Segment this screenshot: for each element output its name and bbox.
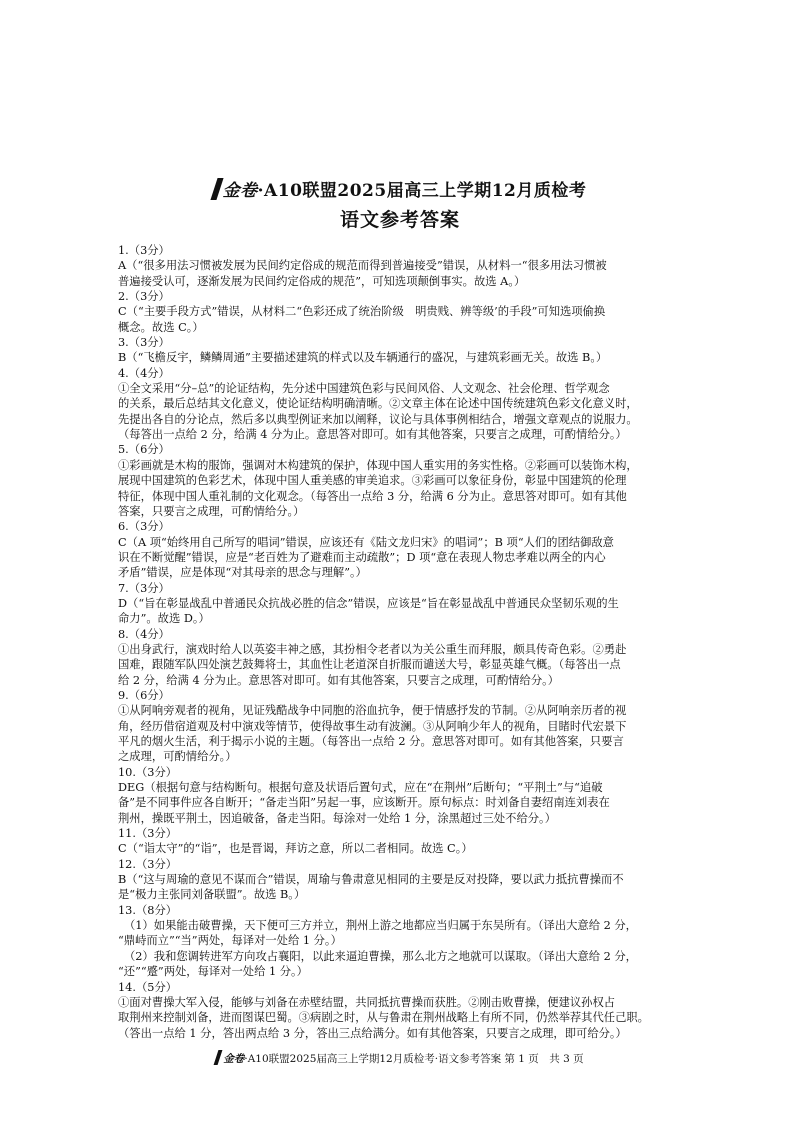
answer-text-line: “还”“蹙”两处，每译对一处给 1 分。） <box>118 965 308 979</box>
answer-text-line: ①从阿响旁观者的视角，见证残酷战争中同胞的浴血抗争，便于情感抒发的节制。②从阿响亲历者的视 <box>118 704 627 718</box>
answer-text-line: 角，经历借宿道观及村中演戏等情节，使得故事生动有波澜。③从阿响少年人的视角，目睹时代宏景下 <box>118 719 627 733</box>
answer-text-line: C（“诣太守”的“诣”，也是晋谒，拜访之意，所以二者相同。故选 C。） <box>118 842 473 856</box>
answer-item <box>118 903 684 980</box>
answer-text-line: 识在不断觉醒”错误，应是“老百姓为了避难而主动疏散”；D 项“意在表现人物忠孝难以两全的内心 <box>118 550 606 564</box>
question-number: 9.（6分） <box>118 688 170 702</box>
answer-text-line: ①面对曹操大军入侵，能够与刘备在赤壁结盟，共同抵抗曹操而获胜。②刚击败曹操，便建议孙权占 <box>118 995 616 1009</box>
answer-item <box>118 335 684 366</box>
question-number: 5.（6分） <box>118 443 170 457</box>
answer-item <box>118 366 684 443</box>
answer-text-line: （每答出一点给 2 分，给满 4 分为止。意思答对即可。如有其他答案，只要言之成理，可酌情给分。） <box>118 428 627 442</box>
title-separator: · <box>257 181 265 201</box>
answer-item <box>118 581 684 627</box>
answer-text-line: 平凡的烟火生活，利于揭示小说的主题。（每答出一点给 2 分。意思答对即可。如有其他答案，只要言 <box>118 735 624 748</box>
answer-text-line: 荆州，操既平荆土，因追破备，备走当阳。每涂对一处给 1 分，涂黑超过三处不给分。） <box>118 811 557 825</box>
answer-text-line: ①彩画就是木构的服饰，强调对木构建筑的保护，体现中国人重实用的务实性格。②彩画可以装饰木构， <box>118 458 638 472</box>
exam-title <box>0 176 800 201</box>
answer-item <box>118 442 684 519</box>
page-footer <box>0 1050 800 1066</box>
answer-list <box>118 243 684 1041</box>
answer-text-line: B（“飞檐反宇，鳞鳞周通”主要描述建筑的样式以及车辆通行的盛况，与建筑彩画无关。故选 B。） <box>118 351 608 365</box>
question-number: 8.（4分） <box>118 627 170 641</box>
answer-item <box>118 243 684 289</box>
answer-text-line: 概念。故选 C。） <box>118 320 204 334</box>
answer-item <box>118 519 684 580</box>
answer-item <box>118 289 684 335</box>
footer-brand-mark <box>214 1050 223 1065</box>
answer-text-line: （1）如果能击破曹操，天下便可三方并立，荆州上游之地都应当归属于东吴所有。（译出大意给 2 分， <box>124 919 637 933</box>
answer-text-line: 矛盾”错误，应是体现“对其母亲的思念与理解”。） <box>118 566 367 580</box>
question-number: 6.（3分） <box>118 520 170 534</box>
answer-text-line: 展现中国建筑的色彩艺术，体现中国人重美感的审美追求。③彩画可以象征身份，彰显中国建筑的伦理 <box>118 474 627 488</box>
answer-text-line: 的关系，最后总结其文化意义，使论证结构明确清晰。②文章主体在论述中国传统建筑色彩文化意义时， <box>118 397 638 411</box>
answer-text-line: 给 2 分，给满 4 分为止。意思答对即可。如有其他答案，只要言之成理，可酌情给分。） <box>118 673 560 687</box>
question-number: 2.（3分） <box>118 290 170 304</box>
answer-text-line: 国难，跟随军队四处演艺鼓舞将士，其血性让老道深自折服而谴送大号，彰显英雄气概。（每答出一点 <box>118 658 621 672</box>
question-number: 4.（4分） <box>118 366 170 380</box>
brand-logo-mark <box>210 178 223 200</box>
question-number: 7.（3分） <box>118 581 170 595</box>
answer-text-line: 普遍接受认可，逐渐发展为民间约定俗成的规范”，可知选项颠倒事实。故选 A。） <box>118 274 526 288</box>
answer-text-line: ①全文采用“分–总”的论证结构，先分述中国建筑色彩与民间风俗、人文观念、社会伦理、哲学观念 <box>118 382 610 396</box>
answer-text-line: 命力”。故选 D。） <box>118 612 210 626</box>
answer-text-line: D（“旨在彰显战乱中普通民众抗战必胜的信念”错误，应该是“旨在彰显战乱中普通民众坚韧乐观的生 <box>118 596 619 610</box>
question-number: 10.（3分） <box>118 765 178 779</box>
question-number: 14.（5分） <box>118 980 178 994</box>
answer-text-line: A（“很多用法习惯被发展为民间约定俗成的规范而得到普遍接受”错误，从材料一“很多用法习惯被 <box>118 259 607 273</box>
answer-text-line: 是“极力主张同刘备联盟”。故选 B。） <box>118 888 306 902</box>
question-number: 12.（3分） <box>118 857 178 871</box>
answer-item <box>118 765 684 826</box>
footer-text: ·A10联盟2025届高三上学期12月质检考·语文参考答案 第 1 页 共 3 页 <box>244 1053 584 1065</box>
footer-brand-text: 金卷 <box>223 1053 245 1065</box>
answer-item <box>118 826 684 857</box>
answer-text-line: ①出身武行，演戏时给人以英姿丰神之感，其扮相令老者以为关公重生而拜服，颇具传奇色彩。②勇赴 <box>118 642 627 656</box>
answer-text-line: C（“主要手段方式”错误，从材料二“色彩还成了统治阶级 明贵贱、辨等级’的手段”可知选项偷换 <box>118 305 606 319</box>
brand-logo-text: 金卷 <box>222 181 258 201</box>
answer-item <box>118 857 684 903</box>
answer-text-line: 之成理，可酌情给分。） <box>118 750 237 764</box>
question-number: 11.（3分） <box>118 827 178 841</box>
answer-text-line: （2）我和您调转进军方向攻占襄阳，以此来逼迫曹操，那么北方之地就可以谋取。（译出大意给 2 分， <box>124 949 637 963</box>
answer-text-line: 答案，只要言之成理，可酌情给分。） <box>118 504 305 518</box>
question-number: 3.（3分） <box>118 336 170 350</box>
answer-item <box>118 980 684 1041</box>
page-subtitle: 语文参考答案 <box>339 209 460 231</box>
answer-item <box>118 688 684 765</box>
page-header <box>0 176 800 232</box>
answer-text-line: DEG（根据句意与结构断句。根据句意及状语后置句式，应在“在荆州”后断句；“平荆土”与“追破 <box>118 781 603 795</box>
answer-text-line: 先提出各自的分论点，然后多以典型例证来加以阐释，议论与具体事例相结合，增强文章观点的说服力。 <box>118 412 638 426</box>
question-number: 1.（3分） <box>118 244 170 257</box>
question-number: 13.（8分） <box>118 903 178 917</box>
exam-title-text: A10联盟2025届高三上学期12月质检考 <box>264 181 587 201</box>
answer-text-line: （答出一点给 1 分，答出两点给 3 分，答出三点给满分。如有其他答案，只要言之成理，即可给分。） <box>118 1026 627 1040</box>
answer-text-line: “鼎峙而立”“当”两处，每译对一处给 1 分。） <box>118 934 342 948</box>
answer-text-line: 备”是不同事件应各自断开；“备走当阳”另起一事，应该断开。原句标点：时刘备自妻绍南连刘表在 <box>118 796 610 810</box>
answer-text-line: 取荆州来控制刘备，进而图谋巴蜀。③病剧之时，从与鲁肃在荆州战略上有所不同，仍然举荐其代任己职。 <box>118 1011 649 1025</box>
answer-text-line: B（“这与周瑜的意见不谋而合”错误，周瑜与鲁肃意见相同的主要是反对投降，要以武力抵抗曹操而不 <box>118 873 624 887</box>
answer-text-line: 特征，体现中国人重礼制的文化观念。（每答出一点给 3 分，给满 6 分为止。意思答对即可。如有其他 <box>118 489 627 503</box>
answer-text-line: C（A 项“始终用自己所写的唱词”错误，应该还有《陆文龙归宋》的唱词”；B 项“人们的团结御敌意 <box>118 535 614 549</box>
answer-item <box>118 627 684 688</box>
